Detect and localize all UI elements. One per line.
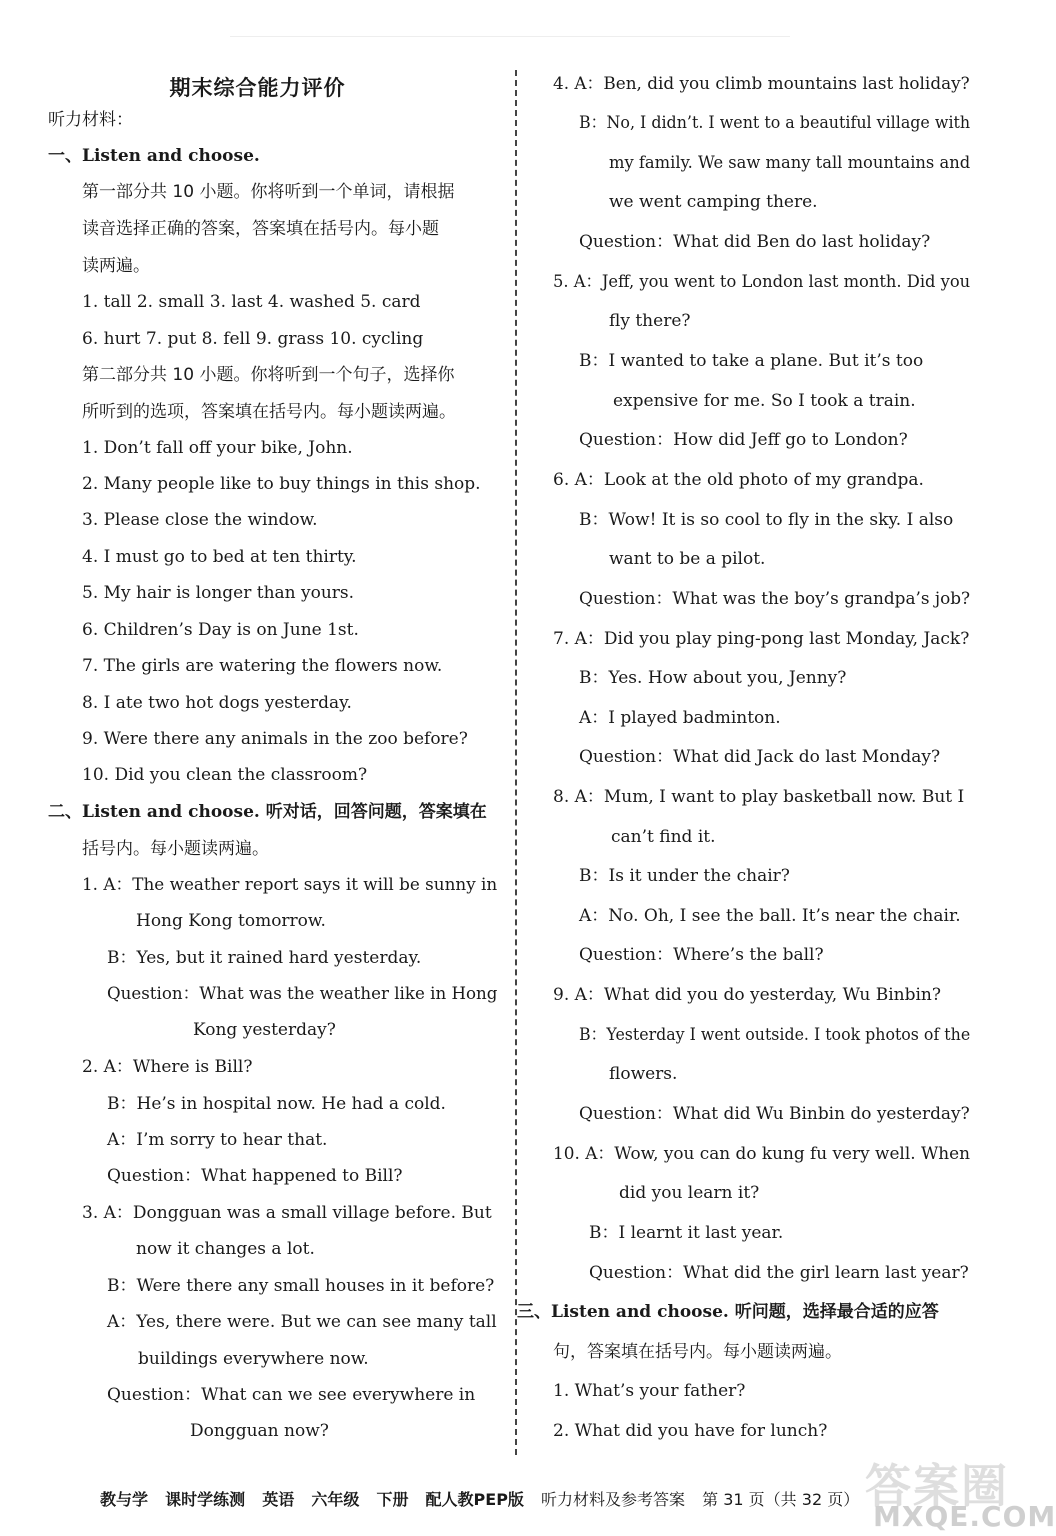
footer-volume: 下册 xyxy=(376,1490,409,1509)
left_lines-text-line: 6. hurt 7. put 8. fell 9. grass 10. cycling xyxy=(82,329,424,349)
left_lines-text-line: 括号内。每小题读两遍。 xyxy=(82,839,269,859)
right_lines-text-line: 4. A：Ben, did you climb mountains last holiday? xyxy=(553,74,970,94)
right_lines-text-line: 句，答案填在括号内。每小题读两遍。 xyxy=(553,1342,842,1362)
right_lines-text-line: 2. What did you have for lunch? xyxy=(553,1421,828,1441)
right_lines-text-line: 三、Listen and choose. 听问题，选择最合适的应答 xyxy=(517,1302,939,1322)
footer-page-number: 第 31 页（共 32 页） xyxy=(702,1490,860,1509)
right_lines-text-line: want to be a pilot. xyxy=(609,549,766,569)
left_lines-text-line: A：Yes, there were. But we can see many tall xyxy=(107,1312,497,1332)
right_lines-text-line: flowers. xyxy=(609,1064,678,1084)
left_lines-text-line: 6. Children’s Day is on June 1st. xyxy=(82,620,359,640)
left_lines-text-line: Question：What can we see everywhere in xyxy=(107,1385,476,1405)
left_lines-text-line: 1. Don’t fall off your bike, John. xyxy=(82,438,353,458)
left_lines-text-line: 8. I ate two hot dogs yesterday. xyxy=(82,693,352,713)
footer-grade: 六年级 xyxy=(311,1490,360,1509)
right_lines-text-line: my family. We saw many tall mountains and xyxy=(609,153,971,173)
left_lines-text-line: A：I’m sorry to hear that. xyxy=(107,1130,328,1150)
footer-section: 听力材料及参考答案 xyxy=(541,1490,686,1509)
right_lines-text-line: 7. A：Did you play ping-pong last Monday, Jack? xyxy=(553,629,970,649)
left_lines-text-line: 3. A：Dongguan was a small village before. But xyxy=(82,1203,492,1223)
right_lines-text-line: B：I wanted to take a plane. But it’s too xyxy=(579,351,924,371)
left_lines-text-line: 第二部分共 10 小题。你将听到一个句子，选择你 xyxy=(82,365,455,385)
page-title: 期末综合能力评价 xyxy=(169,76,346,100)
left_lines-text-line: 一、Listen and choose. xyxy=(48,146,260,166)
right_lines-text-line: fly there? xyxy=(609,311,691,331)
right_lines-text-line: we went camping there. xyxy=(609,192,818,212)
left_lines-text-line: Kong yesterday? xyxy=(193,1020,336,1040)
top-rule xyxy=(230,36,790,37)
right_lines-text-line: expensive for me. So I took a train. xyxy=(613,391,916,411)
right_lines-text-line: B：Yesterday I went outside. I took photos of the xyxy=(579,1025,971,1045)
left_lines-text-line: 1. tall 2. small 3. last 4. washed 5. card xyxy=(82,292,421,312)
right_lines-text-line: B：Is it under the chair? xyxy=(579,866,790,886)
right_lines-text-line: did you learn it? xyxy=(619,1183,760,1203)
footer-subject: 英语 xyxy=(262,1490,295,1509)
left_lines-text-line: 5. My hair is longer than yours. xyxy=(82,583,355,603)
right_lines-text-line: 9. A：What did you do yesterday, Wu Binbin? xyxy=(553,985,941,1005)
left_lines-text-line: 9. Were there any animals in the zoo before? xyxy=(82,729,468,749)
page-footer xyxy=(100,1487,859,1510)
left_lines-text-line: B：Were there any small houses in it before? xyxy=(107,1276,495,1296)
left_lines-text-line: 1. A：The weather report says it will be sunny in xyxy=(82,875,498,895)
right_lines-text-line: 5. A：Jeff, you went to London last month. Did you xyxy=(553,272,971,292)
watermark-url: MXQE.COM xyxy=(873,1500,1056,1533)
watermark-logo: 答案圈 xyxy=(865,1459,1009,1513)
left_lines-text-line: 第一部分共 10 小题。你将听到一个单词，请根据 xyxy=(82,182,455,202)
right_lines-text-line: can’t find it. xyxy=(611,827,716,847)
right_lines-text-line: Question：What did Wu Binbin do yesterday? xyxy=(579,1104,970,1124)
left_lines-text-line: Hong Kong tomorrow. xyxy=(136,911,326,931)
left_lines-text-line: 2. Many people like to buy things in this shop. xyxy=(82,474,481,494)
right_lines-text-line: Question：What was the boy’s grandpa’s job? xyxy=(579,589,971,609)
left_lines-text-line: 所听到的选项，答案填在括号内。每小题读两遍。 xyxy=(82,402,456,422)
footer-series: 课时学练测 xyxy=(165,1490,246,1509)
left_lines-text-line: 10. Did you clean the classroom? xyxy=(82,765,368,785)
left_lines-text-line: B：Yes, but it rained hard yesterday. xyxy=(107,948,422,968)
right_lines-text-line: 1. What’s your father? xyxy=(553,1381,746,1401)
left_lines-text-line: 2. A：Where is Bill? xyxy=(82,1057,253,1077)
right_lines-text-line: Question：What did the girl learn last year? xyxy=(589,1263,969,1283)
left_lines-text-line: Dongguan now? xyxy=(190,1421,329,1441)
right_lines-text-line: Question：Where’s the ball? xyxy=(579,945,824,965)
watermark xyxy=(845,1450,1056,1533)
left_lines-text-line: now it changes a lot. xyxy=(136,1239,315,1259)
footer-brand: 教与学 xyxy=(100,1490,149,1509)
right_lines-text-line: Question：What did Ben do last holiday? xyxy=(579,232,931,252)
right_lines-text-line: B：I learnt it last year. xyxy=(589,1223,784,1243)
right_lines-text-line: B：Wow! It is so cool to fly in the sky. I also xyxy=(579,510,954,530)
right_lines-text-line: Question：What did Jack do last Monday? xyxy=(579,747,941,767)
left_lines-text-line: Question：What happened to Bill? xyxy=(107,1166,403,1186)
right_lines-text-line: 10. A：Wow, you can do kung fu very well. When xyxy=(553,1144,971,1164)
right_lines-text-line: Question：How did Jeff go to London? xyxy=(579,430,908,450)
right_lines-text-line: B：No, I didn’t. I went to a beautiful village with xyxy=(579,113,971,133)
right_lines-text-line: A：No. Oh, I see the ball. It’s near the chair. xyxy=(579,906,961,926)
left_lines-text-line: buildings everywhere now. xyxy=(138,1349,369,1369)
left_lines-text-line: B：He’s in hospital now. He had a cold. xyxy=(107,1094,446,1114)
left_lines-text-line: 7. The girls are watering the flowers now. xyxy=(82,656,443,676)
left_lines-text-line: 3. Please close the window. xyxy=(82,510,318,530)
left_lines-text-line: 4. I must go to bed at ten thirty. xyxy=(82,547,357,567)
left_lines-text-line: 二、Listen and choose. 听对话，回答问题，答案填在 xyxy=(48,802,487,822)
left_lines-text-line: 读音选择正确的答案，答案填在括号内。每小题 xyxy=(82,219,439,239)
left_lines-text-line: 读两遍。 xyxy=(82,256,150,276)
left_lines-text-line: Question：What was the weather like in Hong xyxy=(107,984,498,1004)
right_lines-text-line: B：Yes. How about you, Jenny? xyxy=(579,668,847,688)
section-label: 听力材料： xyxy=(48,110,133,130)
column-divider xyxy=(515,70,517,1455)
footer-edition: 配人教PEP版 xyxy=(425,1490,524,1509)
right_lines-text-line: 8. A：Mum, I want to play basketball now. But I xyxy=(553,787,965,807)
right_lines-text-line: 6. A：Look at the old photo of my grandpa. xyxy=(553,470,924,490)
right_lines-text-line: A：I played badminton. xyxy=(579,708,781,728)
